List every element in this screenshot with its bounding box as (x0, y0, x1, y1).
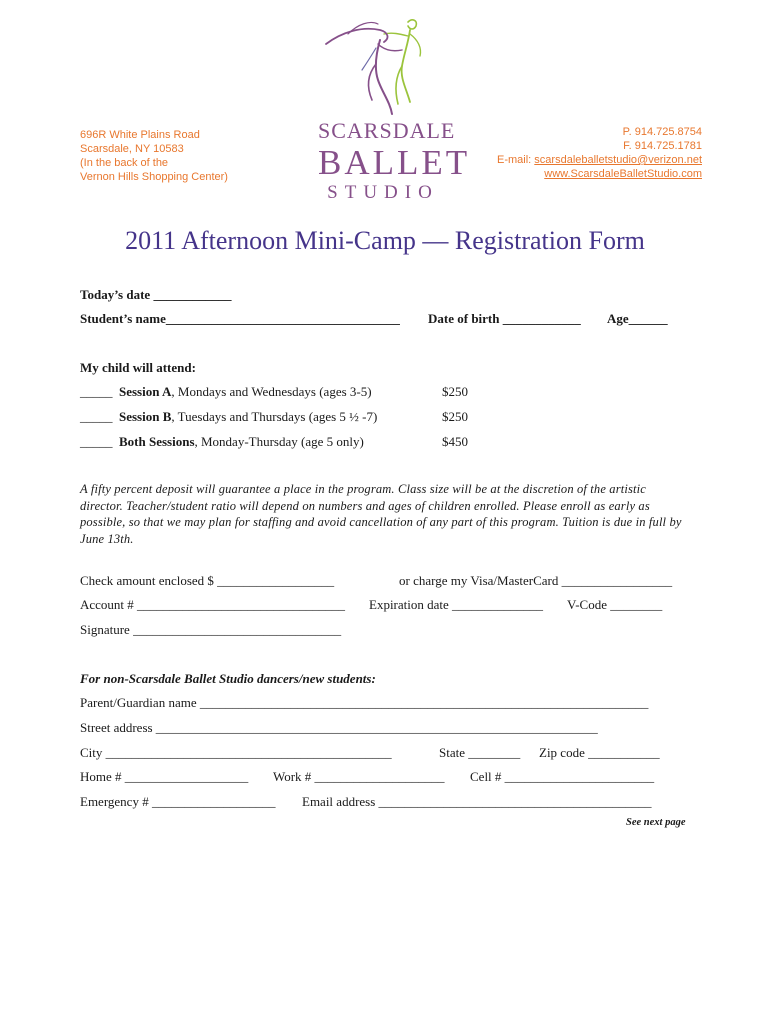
city-field[interactable]: City ____________________________________________ (80, 745, 392, 760)
both-sessions-blank[interactable]: _____ (80, 434, 113, 449)
home-phone-field[interactable]: Home # ___________________ (80, 769, 249, 784)
todays-date-field[interactable]: Today’s date ____________ (80, 287, 232, 302)
student-name-field[interactable]: Student’s name____________________________________ (80, 311, 400, 326)
check-amount-field[interactable]: Check amount enclosed $ __________________ (80, 573, 335, 588)
phone-number: P. 914.725.8754 (622, 126, 702, 138)
account-number-field[interactable]: Account # ________________________________ (80, 597, 346, 612)
street-address-field[interactable]: Street address ____________________________________________________________________ (80, 720, 598, 735)
session-b-option[interactable] (80, 409, 377, 425)
state-field[interactable]: State ________ (439, 745, 521, 760)
both-sessions-name: Both Sessions (119, 434, 195, 449)
address-line-3: (In the back of the (80, 157, 169, 169)
session-a-blank[interactable]: _____ (80, 384, 113, 399)
email-label: E-mail: (497, 154, 535, 166)
cell-phone-field[interactable]: Cell # _______________________ (470, 769, 655, 784)
address-line-2: Scarsdale, NY 10583 (80, 143, 184, 155)
see-next-page-note: See next page (626, 817, 686, 828)
address-line-4: Vernon Hills Shopping Center) (80, 171, 228, 183)
both-sessions-option[interactable] (80, 434, 364, 450)
deposit-policy-text: A fifty percent deposit will guarantee a place in the program. Class size will be at the discretion of the artistic director. Teacher/student ratio will depend on numbers and ages of children enrolled. Please enroll as early as possible, so that we may plan for staffing and avoid cancellation of any part of this program. Tuition is due in full by June 13th. (80, 482, 682, 546)
session-a-detail: , Mondays and Wednesdays (ages 3-5) (171, 384, 372, 399)
studio-logo (318, 14, 471, 210)
signature-field[interactable]: Signature ________________________________ (80, 622, 342, 637)
work-phone-field[interactable]: Work # ____________________ (273, 769, 445, 784)
parent-guardian-field[interactable]: Parent/Guardian name _____________________________________________________________________ (80, 695, 649, 710)
session-b-blank[interactable]: _____ (80, 409, 113, 424)
logo-word-studio: STUDIO (327, 182, 439, 203)
email-line (497, 153, 702, 167)
both-sessions-price: $450 (442, 434, 468, 449)
session-a-price: $250 (442, 384, 468, 399)
emergency-phone-field[interactable]: Emergency # ___________________ (80, 794, 276, 809)
expiration-date-field[interactable]: Expiration date ______________ (369, 597, 544, 612)
logo-word-scarsdale: SCARSDALE (318, 118, 456, 143)
session-b-detail: , Tuesdays and Thursdays (ages 5 ½ -7) (171, 409, 378, 424)
website-link[interactable]: www.ScarsdaleBalletStudio.com (544, 168, 702, 180)
email-link[interactable]: scarsdaleballetstudio@verizon.net (534, 154, 702, 166)
zip-code-field[interactable]: Zip code ___________ (539, 745, 660, 760)
logo-word-ballet: BALLET (318, 143, 471, 182)
studio-contact (497, 125, 702, 181)
session-b-price: $250 (442, 409, 468, 424)
studio-address (80, 128, 228, 184)
session-a-option[interactable] (80, 384, 372, 400)
credit-card-field[interactable]: or charge my Visa/MasterCard _________________ (399, 573, 673, 588)
address-line-1: 696R White Plains Road (80, 129, 200, 141)
v-code-field[interactable]: V-Code ________ (567, 597, 663, 612)
both-sessions-detail: , Monday-Thursday (age 5 only) (194, 434, 364, 449)
date-of-birth-field[interactable]: Date of birth ____________ (428, 311, 581, 326)
form-title: 2011 Afternoon Mini-Camp — Registration Form (125, 226, 645, 255)
age-field[interactable]: Age______ (607, 311, 668, 326)
session-a-name: Session A (119, 384, 172, 399)
fax-number: F. 914.725.1781 (623, 140, 702, 152)
attend-heading: My child will attend: (80, 360, 196, 375)
dancer-figures-icon (318, 14, 448, 124)
session-b-name: Session B (119, 409, 172, 424)
new-students-heading: For non-Scarsdale Ballet Studio dancers/new students: (80, 671, 376, 686)
email-address-field[interactable]: Email address __________________________________________ (302, 794, 652, 809)
